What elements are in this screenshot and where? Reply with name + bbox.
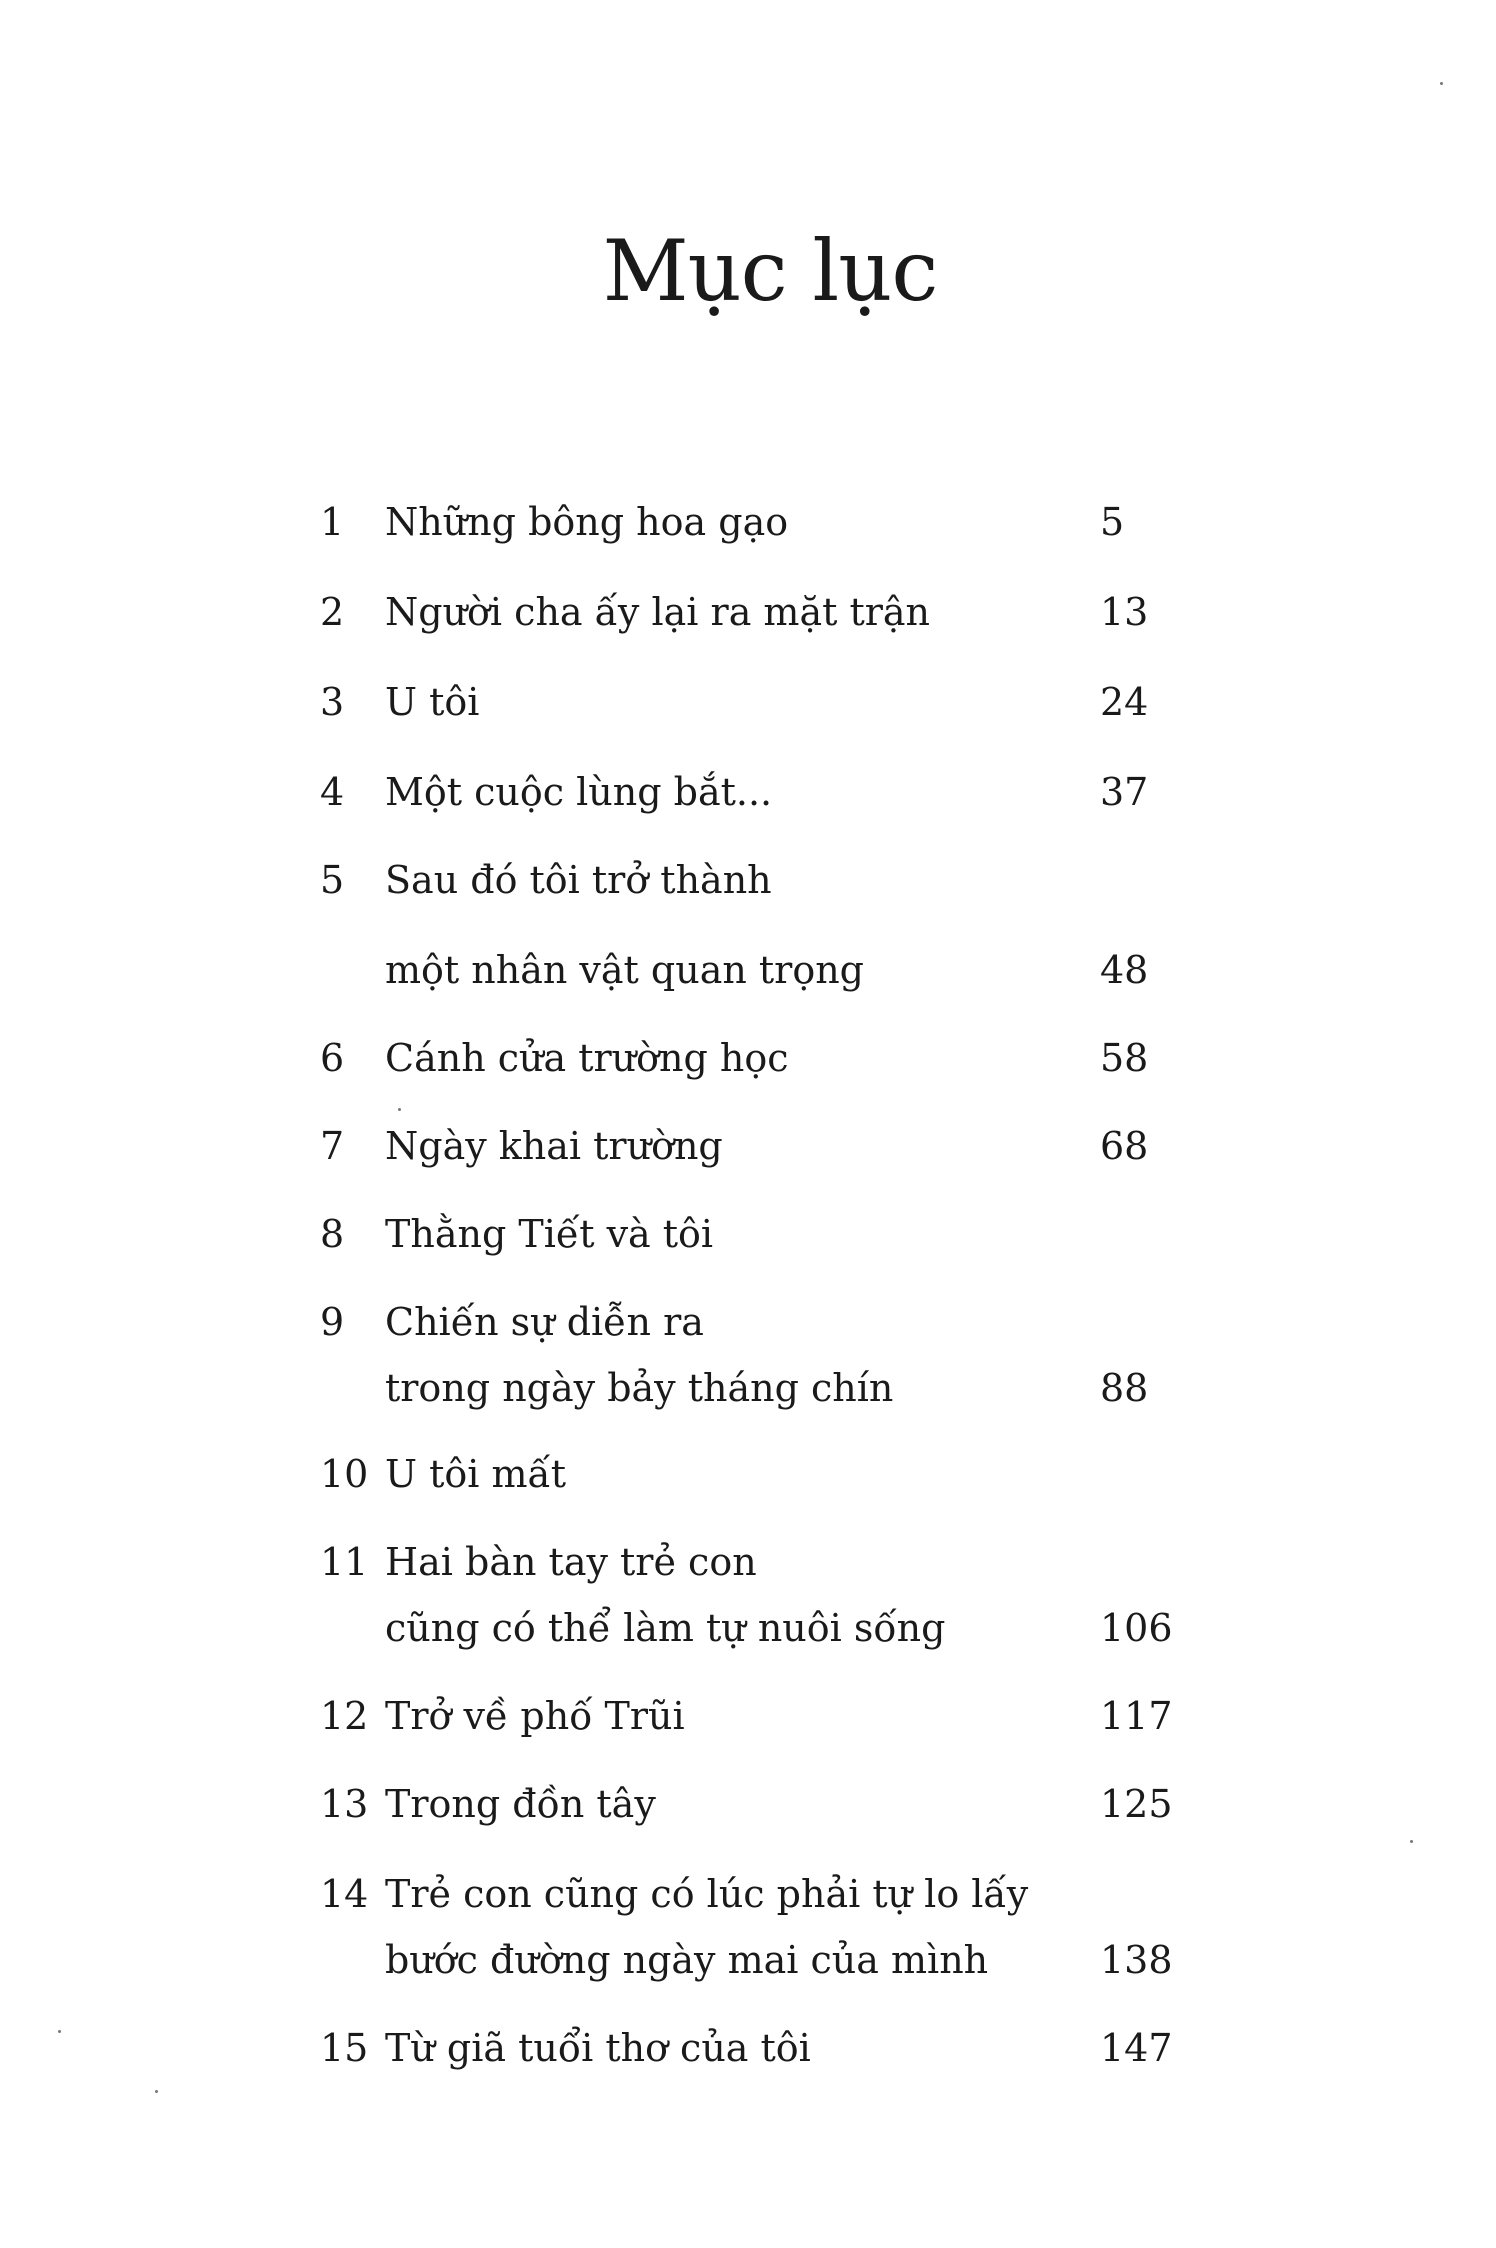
chapter-number: 6 (320, 1036, 345, 1080)
toc-entry-2 (0, 584, 1496, 640)
toc-entry-11-continued (0, 1600, 1496, 1656)
toc-entry-15 (0, 2020, 1496, 2076)
page-number: 138 (1100, 1938, 1173, 1982)
scan-speck (155, 2090, 158, 2093)
toc-entry-14-continued (0, 1932, 1496, 1988)
page-number: 125 (1100, 1782, 1173, 1826)
chapter-title: Từ giã tuổi thơ của tôi (385, 2026, 811, 2070)
chapter-number: 14 (320, 1872, 369, 1916)
chapter-number: 8 (320, 1212, 345, 1256)
chapter-title: Những bông hoa gạo (385, 500, 789, 544)
chapter-title-continued: cũng có thể làm tự nuôi sống (385, 1606, 946, 1650)
toc-entry-4 (0, 764, 1496, 820)
chapter-title-continued: một nhân vật quan trọng (385, 948, 865, 992)
page-number: 88 (1100, 1366, 1149, 1410)
chapter-title: Một cuộc lùng bắt... (385, 770, 773, 814)
chapter-number: 13 (320, 1782, 369, 1826)
chapter-number: 3 (320, 680, 345, 724)
page-number: 24 (1100, 680, 1149, 724)
toc-entry-3 (0, 674, 1496, 730)
page-number: 68 (1100, 1124, 1149, 1168)
page-number: 58 (1100, 1036, 1149, 1080)
toc-entry-8 (0, 1206, 1496, 1262)
toc-entry-14 (0, 1866, 1496, 1922)
scan-speck (1440, 82, 1443, 85)
page-number: 48 (1100, 948, 1149, 992)
chapter-number: 1 (320, 500, 345, 544)
page-title: Mục lục (602, 222, 938, 320)
page-number: 147 (1100, 2026, 1173, 2070)
chapter-title: Trong đồn tây (385, 1782, 656, 1826)
scan-speck (58, 2030, 61, 2033)
chapter-title: U tôi (385, 680, 480, 724)
chapter-title: Trẻ con cũng có lúc phải tự lo lấy (385, 1872, 1029, 1916)
toc-entry-6 (0, 1030, 1496, 1086)
chapter-number: 11 (320, 1540, 369, 1584)
chapter-number: 15 (320, 2026, 369, 2070)
chapter-title: Hai bàn tay trẻ con (385, 1540, 757, 1584)
chapter-number: 4 (320, 770, 345, 814)
toc-entry-10 (0, 1446, 1496, 1502)
page-number: 5 (1100, 500, 1125, 544)
toc-entry-7 (0, 1118, 1496, 1174)
page-number: 13 (1100, 590, 1149, 634)
chapter-title-continued: bước đường ngày mai của mình (385, 1938, 989, 1982)
chapter-title: Trở về phố Trũi (385, 1694, 685, 1738)
page-number: 117 (1100, 1694, 1173, 1738)
chapter-number: 7 (320, 1124, 345, 1168)
page-number: 106 (1100, 1606, 1173, 1650)
chapter-number: 2 (320, 590, 345, 634)
chapter-title: U tôi mất (385, 1452, 567, 1496)
scan-speck (1410, 1840, 1413, 1843)
chapter-title-continued: trong ngày bảy tháng chín (385, 1366, 894, 1410)
chapter-title: Thằng Tiết và tôi (385, 1212, 714, 1256)
chapter-number: 10 (320, 1452, 369, 1496)
chapter-title: Ngày khai trường (385, 1124, 723, 1168)
chapter-title: Cánh cửa trường học (385, 1036, 789, 1080)
chapter-title: Người cha ấy lại ra mặt trận (385, 590, 931, 634)
toc-entry-13 (0, 1776, 1496, 1832)
chapter-title: Chiến sự diễn ra (385, 1300, 704, 1344)
toc-entry-1 (0, 494, 1496, 550)
page-number: 37 (1100, 770, 1149, 814)
chapter-number: 9 (320, 1300, 345, 1344)
toc-entry-9-continued (0, 1360, 1496, 1416)
chapter-number: 12 (320, 1694, 369, 1738)
toc-entry-11 (0, 1534, 1496, 1590)
chapter-title: Sau đó tôi trở thành (385, 858, 772, 902)
toc-entry-5-continued (0, 942, 1496, 998)
toc-entry-12 (0, 1688, 1496, 1744)
scan-speck (398, 1108, 401, 1111)
toc-entry-5 (0, 852, 1496, 908)
chapter-number: 5 (320, 858, 345, 902)
toc-entry-9 (0, 1294, 1496, 1350)
